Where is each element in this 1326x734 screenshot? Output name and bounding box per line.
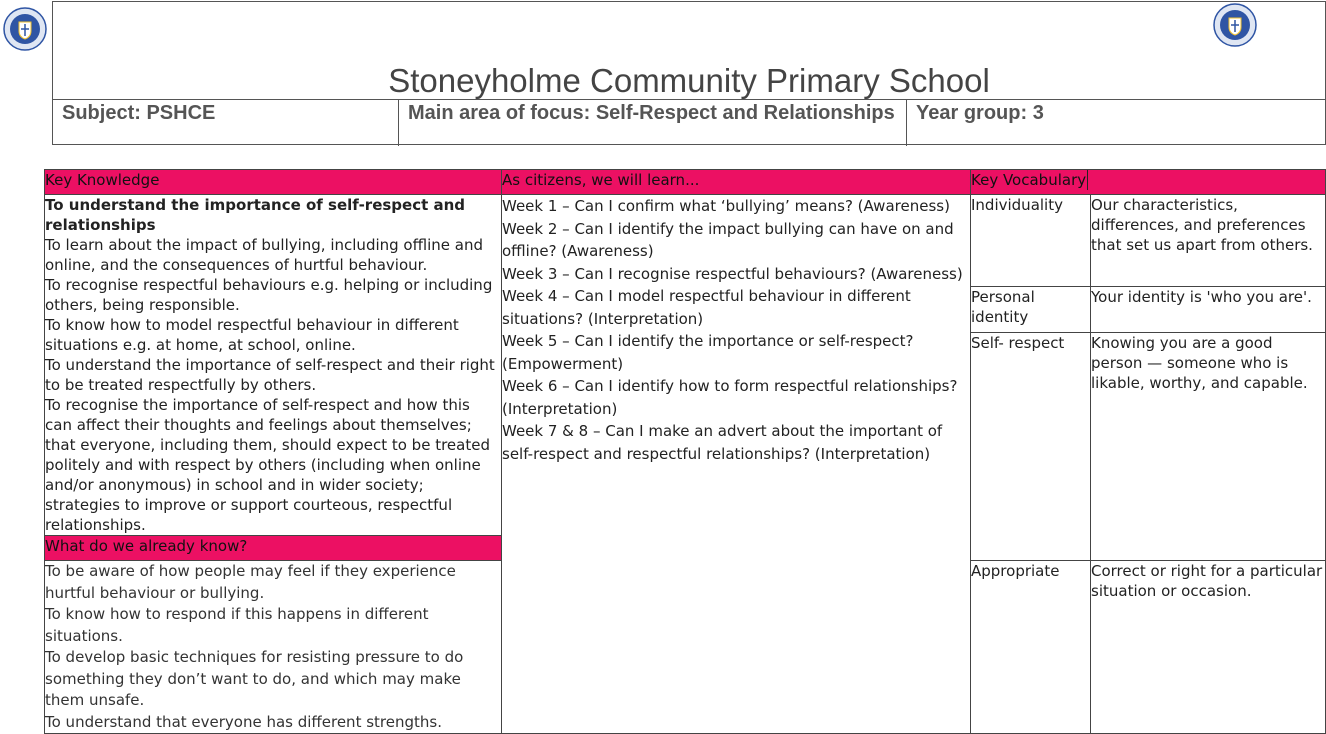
list-item: To understand that everyone has different strengths. bbox=[45, 712, 442, 731]
list-item: To know how to model respectful behaviour in different situations e.g. at home, at school, online. bbox=[45, 316, 459, 354]
subject-cell: Subject: PSHCE bbox=[53, 100, 399, 146]
vocab-definition: Knowing you are a good person — someone who is likable, worthy, and capable. bbox=[1091, 333, 1326, 561]
list-item: To know how to respond if this happens in different situations. bbox=[45, 605, 429, 645]
week-item: Week 4 – Can I model respectful behaviour in different situations? (Interpretation) bbox=[502, 287, 911, 328]
vocab-definition: Correct or right for a particular situation or occasion. bbox=[1091, 561, 1326, 734]
header-row bbox=[45, 170, 1326, 195]
school-name: Stoneyholme Community Primary School bbox=[388, 62, 990, 99]
list-item: To develop basic techniques for resisting pressure to do something they don’t want to do, and which may make them unsafe. bbox=[45, 648, 464, 709]
school-crest-icon bbox=[3, 7, 47, 51]
key-knowledge-body bbox=[45, 195, 502, 536]
week-item: Week 2 – Can I identify the impact bullying can have on and offline? (Awareness) bbox=[502, 219, 954, 260]
key-vocabulary-heading: Key Vocabulary bbox=[971, 170, 1326, 195]
week-item: Week 7 & 8 – Can I make an advert about the important of self-respect and respectful relationships? (Interpretation) bbox=[502, 422, 943, 463]
vocab-term: Self- respect bbox=[971, 333, 1091, 561]
week-item: Week 3 – Can I recognise respectful behaviours? (Awareness) bbox=[502, 264, 963, 283]
vocab-term: Personal identity bbox=[971, 287, 1091, 333]
list-item: To be aware of how people may feel if they experience hurtful behaviour or bullying. bbox=[45, 562, 456, 602]
list-item: To recognise the importance of self-respect and how this can affect their thoughts and feelings about themselves; that everyone, including them, should expect to be treated politely and with respect by others (including when online and/or anonymous) in school and in wider society; strategies to improve or support courteous, respectful relationships. bbox=[45, 396, 490, 534]
key-knowledge-heading: Key Knowledge bbox=[45, 170, 502, 195]
knowledge-organiser-table bbox=[44, 169, 1326, 734]
citizens-heading: As citizens, we will learn... bbox=[502, 170, 971, 195]
week-item: Week 5 – Can I identify the importance or self-respect? (Empowerment) bbox=[502, 332, 914, 373]
vocab-term: Individuality bbox=[971, 195, 1091, 287]
already-know-body bbox=[45, 561, 502, 734]
citizens-weeks bbox=[502, 195, 971, 734]
header-info-row bbox=[53, 99, 1325, 146]
list-item: To recognise respectful behaviours e.g. helping or including others, being responsible. bbox=[45, 276, 493, 314]
header-box bbox=[52, 1, 1326, 145]
already-know-heading: What do we already know? bbox=[45, 536, 502, 561]
vocab-definition: Our characteristics, differences, and preferences that set us apart from others. bbox=[1091, 195, 1326, 287]
list-item: To learn about the impact of bullying, including offline and online, and the consequences of hurtful behaviour. bbox=[45, 236, 483, 274]
list-item: To understand the importance of self-respect and their right to be treated respectfully by others. bbox=[45, 356, 495, 394]
vocab-term: Appropriate bbox=[971, 561, 1091, 734]
week-item: Week 6 – Can I identify how to form respectful relationships? (Interpretation) bbox=[502, 377, 958, 418]
vocab-definition: Your identity is 'who you are'. bbox=[1091, 287, 1326, 333]
key-knowledge-title: To understand the importance of self-respect and relationships bbox=[45, 196, 466, 234]
week-item: Week 1 – Can I confirm what ‘bullying’ means? (Awareness) bbox=[502, 197, 950, 215]
year-group-cell: Year group: 3 bbox=[916, 102, 1044, 124]
focus-cell: Main area of focus: Self-Respect and Relationships bbox=[399, 100, 907, 146]
